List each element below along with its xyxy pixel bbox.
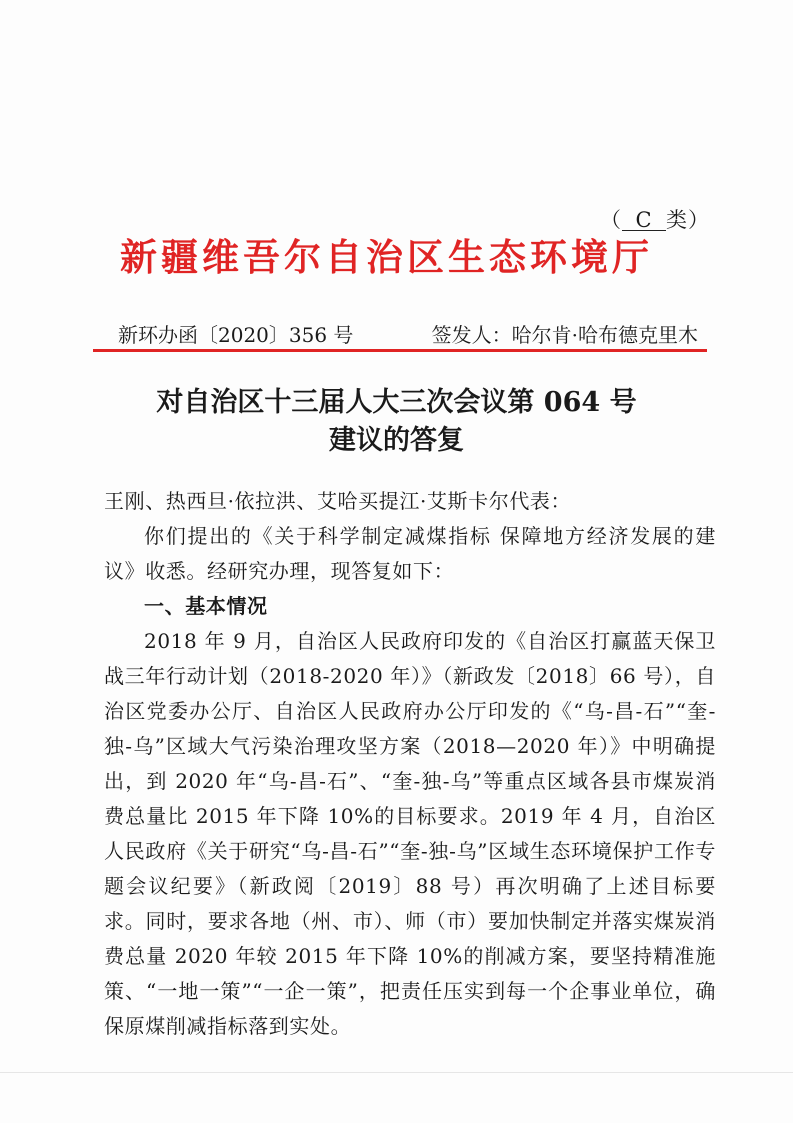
intro-paragraph: 你们提出的《关于科学制定减煤指标 保障地方经济发展的建议》收悉。经研究办理，现答复如下： <box>104 524 716 583</box>
red-divider-line <box>93 349 707 352</box>
signer: 签发人：哈尔肯·哈布德克里木 <box>431 323 698 347</box>
document-body <box>104 484 716 1044</box>
section-heading: 一、基本情况 <box>144 594 268 618</box>
classification-close: 类） <box>666 208 710 232</box>
scan-edge-line <box>0 1072 793 1073</box>
salutation: 王刚、热西旦·依拉洪、艾哈买提江·艾斯卡尔代表： <box>104 489 572 513</box>
classification-value: C <box>622 210 666 231</box>
document-number: 新环办函〔2020〕356 号 <box>118 323 354 347</box>
agency-title: 新疆维吾尔自治区生态环境厅 <box>120 236 653 279</box>
document-title <box>0 384 793 460</box>
body-paragraph: 2018 年 9 月，自治区人民政府印发的《自治区打赢蓝天保卫战三年行动计划（2018-2020 年）》（新政发〔2018〕66 号），自治区党委办公厅、自治区人民政府办公厅印发的《“乌-昌-石”“奎-独-乌”区域大气污染治理攻坚方案（2018—2020 年）》中明确提出，到 2020 年“乌-昌-石”、“奎-独-乌”等重点区域各县市煤炭消费总量比 2015 年下降 10%的目标要求。2019 年 4 月，自治区人民政府《关于研究“乌-昌-石”“奎-独-乌”区域生态环境保护工作专题会议纪要》（新政阅〔2019〕88 号）再次明确了上述目标要求。同时，要求各地（州、市）、师（市）要加快制定并落实煤炭消费总量 2020 年较 2015 年下降 10%的削减方案，要坚持精准施策、“一地一策”“一企一策”，把责任压实到每一个企事业单位，确保原煤削减指标落到实处。 <box>104 629 716 1038</box>
classification-open: （ <box>600 208 622 232</box>
document-title-line-2: 建议的答复 <box>329 425 464 456</box>
document-title-line-1: 对自治区十三届人大三次会议第 064 号 <box>156 387 637 418</box>
